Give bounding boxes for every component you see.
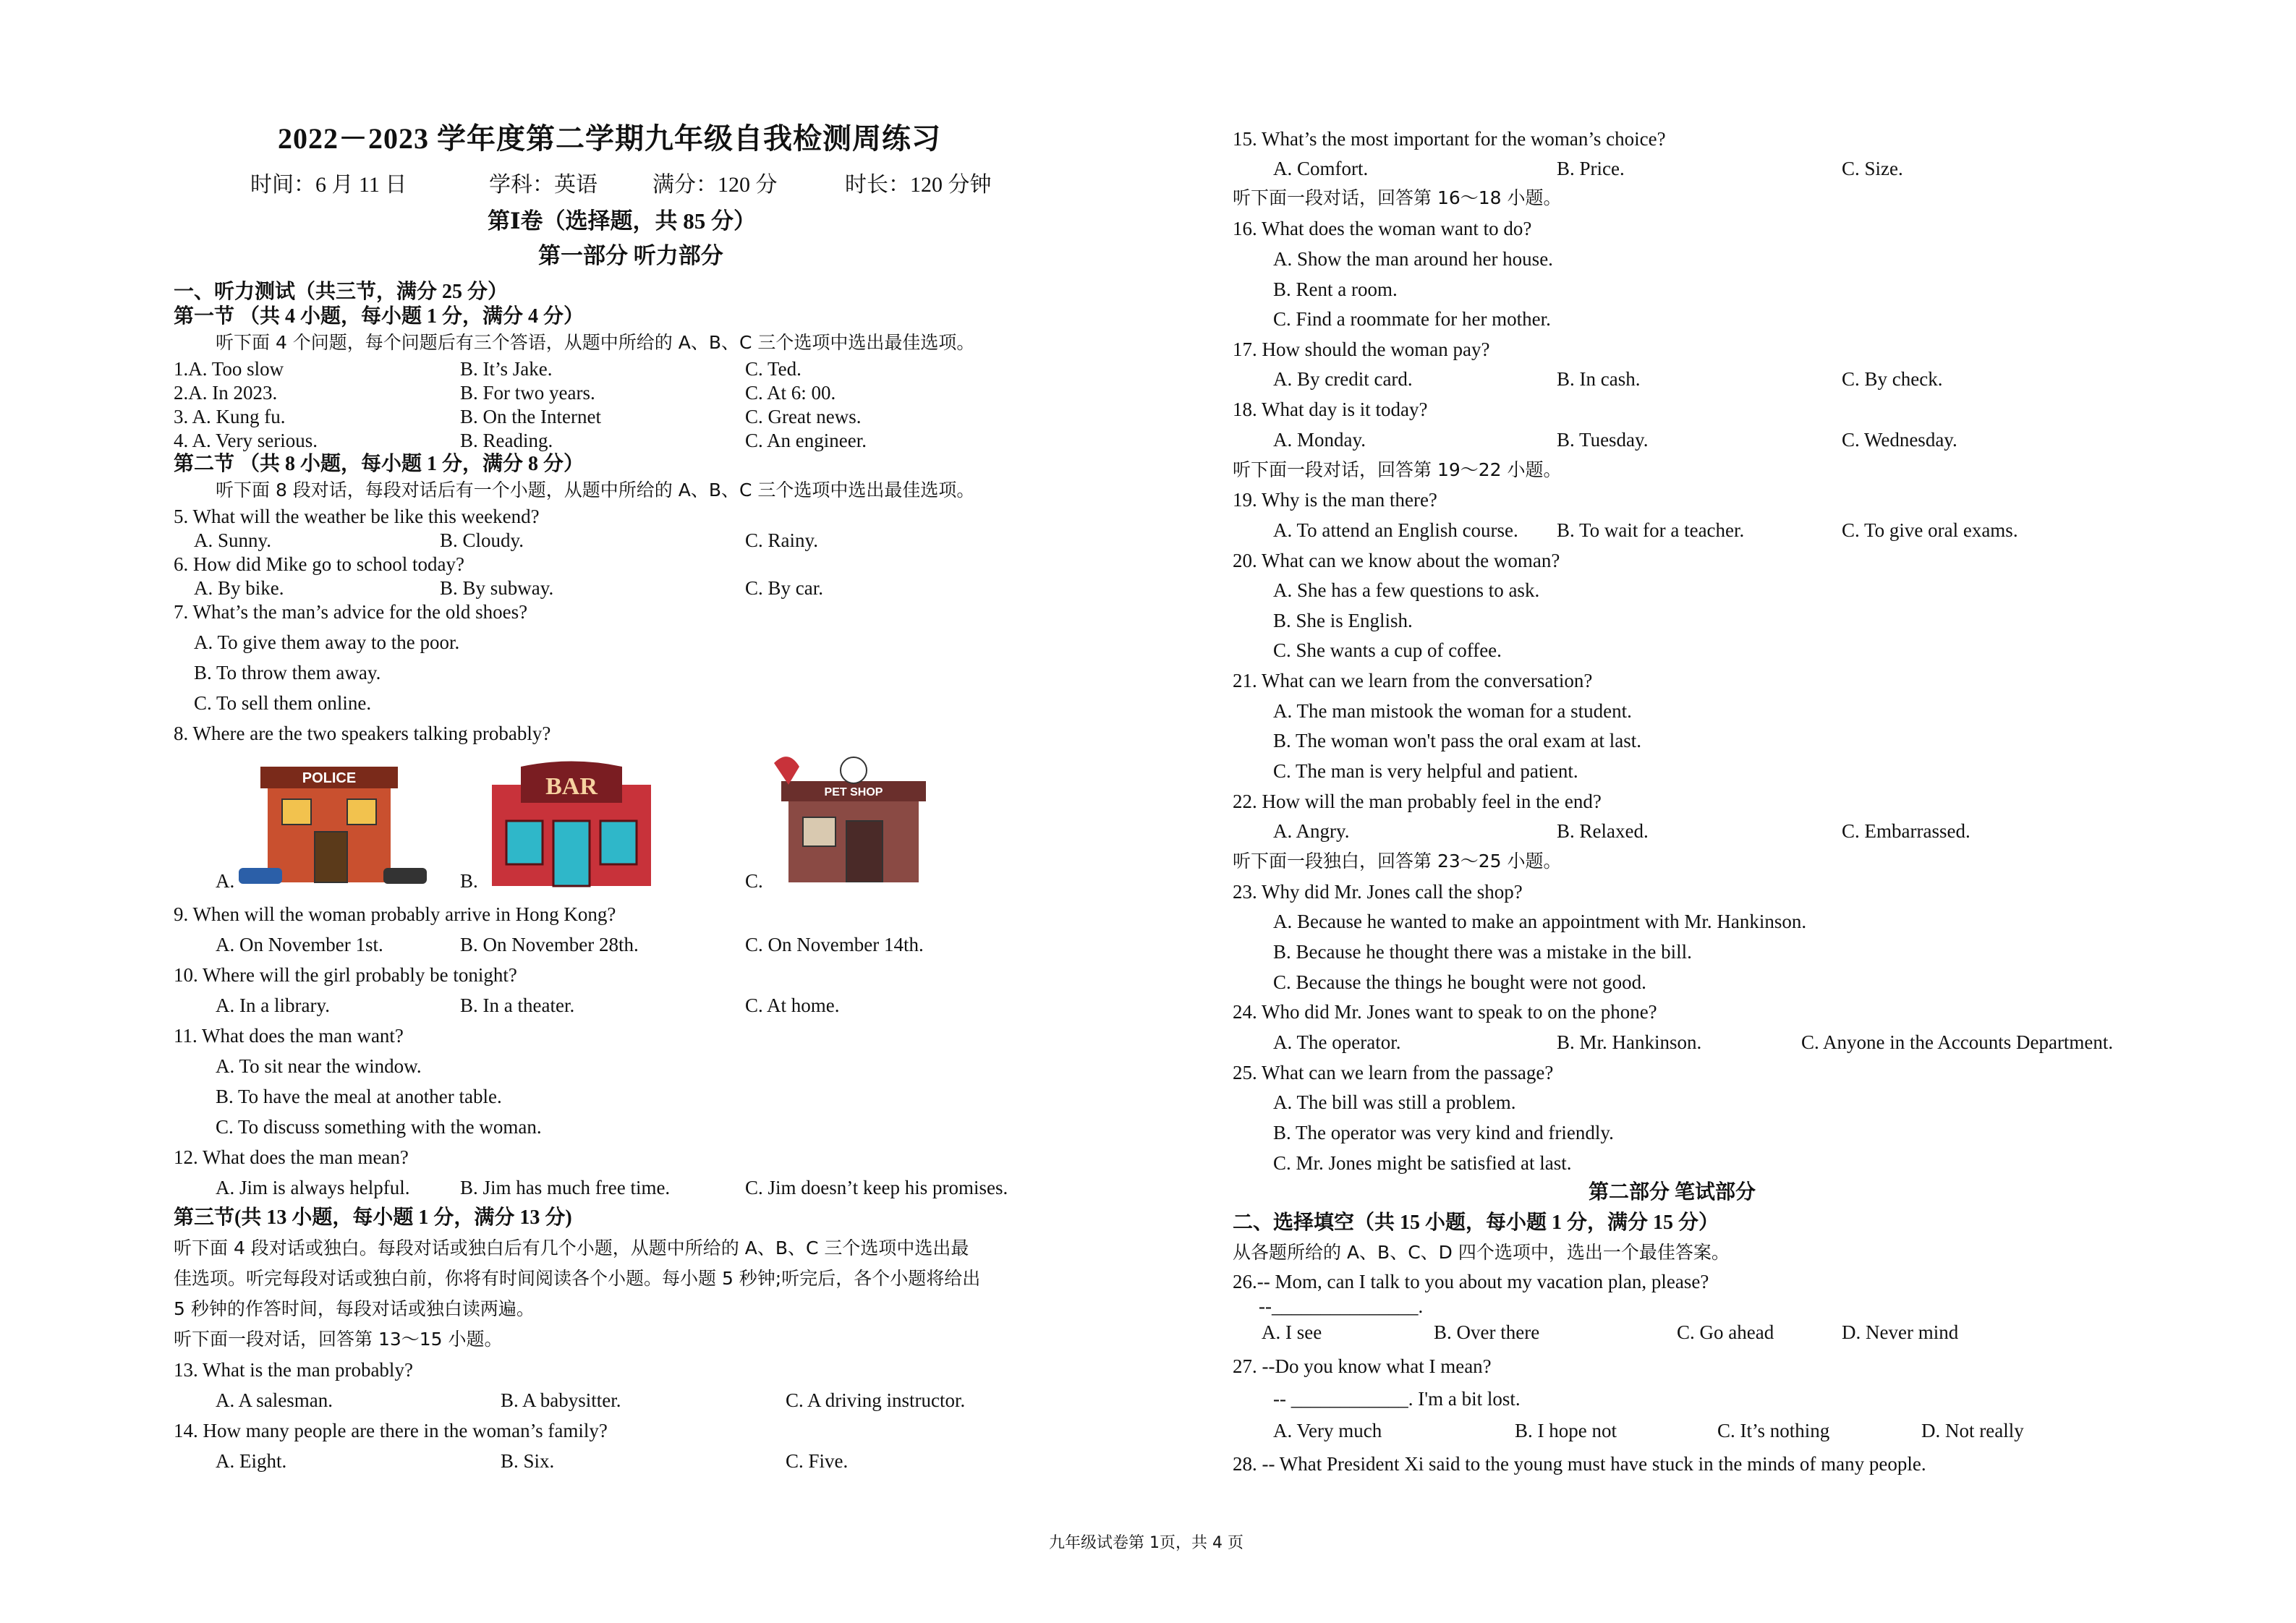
q2-option-a: 2.A. In 2023. bbox=[174, 382, 278, 404]
q9-option-a: A. On November 1st. bbox=[216, 934, 383, 955]
q4-option-b: B. Reading. bbox=[460, 430, 553, 451]
q17-option-a: A. By credit card. bbox=[1273, 368, 1413, 390]
q18-option-b: B. Tuesday. bbox=[1557, 429, 1649, 451]
pet-shop-image bbox=[760, 752, 948, 882]
q20-option-a: A. She has a few questions to ask. bbox=[1273, 579, 1540, 601]
q7-option-a: A. To give them away to the poor. bbox=[194, 631, 460, 653]
q13-option-a: A. A salesman. bbox=[216, 1389, 333, 1411]
q15-option-a: A. Comfort. bbox=[1273, 158, 1369, 179]
q8-option-c: C. bbox=[745, 870, 763, 892]
q3-option-a: 3. A. Kung fu. bbox=[174, 406, 286, 427]
q12-question: 12. What does the man mean? bbox=[174, 1146, 409, 1168]
q16-option-a: A. Show the man around her house. bbox=[1273, 248, 1553, 270]
q9-option-b: B. On November 28th. bbox=[460, 934, 639, 955]
q11-option-c: C. To discuss something with the woman. bbox=[216, 1116, 542, 1138]
q6-option-b: B. By subway. bbox=[440, 577, 554, 599]
q5-option-a: A. Sunny. bbox=[194, 529, 272, 551]
q6-question: 6. How did Mike go to school today? bbox=[174, 553, 464, 575]
q12-option-a: A. Jim is always helpful. bbox=[216, 1177, 410, 1198]
q27-option-a: A. Very much bbox=[1273, 1420, 1382, 1441]
q22-question: 22. How will the man probably feel in the end? bbox=[1233, 791, 1602, 812]
q14-option-a: A. Eight. bbox=[216, 1450, 287, 1472]
q6-option-a: A. By bike. bbox=[194, 577, 284, 599]
q7-question: 7. What’s the man’s advice for the old shoes? bbox=[174, 601, 528, 623]
q26-question: 26.-- Mom, can I talk to you about my vacation plan, please? bbox=[1233, 1271, 1709, 1292]
q16-option-b: B. Rent a room. bbox=[1273, 278, 1398, 300]
q19-option-a: A. To attend an English course. bbox=[1273, 519, 1518, 541]
q20-option-b: B. She is English. bbox=[1273, 610, 1413, 631]
q23-option-b: B. Because he thought there was a mistake in the bill. bbox=[1273, 941, 1692, 963]
q27-question: 27. --Do you know what I mean? bbox=[1233, 1355, 1492, 1377]
dialogue3-intro: 听下面一段对话，回答第 19～22 小题。 bbox=[1233, 459, 1562, 480]
q18-option-a: A. Monday. bbox=[1273, 429, 1366, 451]
q20-question: 20. What can we know about the woman? bbox=[1233, 550, 1560, 571]
q15-option-c: C. Size. bbox=[1842, 158, 1903, 179]
q21-question: 21. What can we learn from the conversation? bbox=[1233, 670, 1593, 691]
page-title: 2022－2023 学年度第二学期九年级自我检测周练习 bbox=[278, 122, 941, 155]
q25-option-c: C. Mr. Jones might be satisfied at last. bbox=[1273, 1152, 1572, 1174]
q7-option-b: B. To throw them away. bbox=[194, 662, 381, 683]
q13-option-b: B. A babysitter. bbox=[501, 1389, 621, 1411]
q2-option-c: C. At 6: 00. bbox=[745, 382, 836, 404]
q11-option-b: B. To have the meal at another table. bbox=[216, 1086, 502, 1107]
q24-option-c: C. Anyone in the Accounts Department. bbox=[1801, 1031, 2114, 1053]
section-two-heading: 二、选择填空（共 15 小题，每小题 1 分，满分 15 分） bbox=[1233, 1211, 1719, 1234]
q19-option-b: B. To wait for a teacher. bbox=[1557, 519, 1745, 541]
dialogue2-intro: 听下面一段对话，回答第 16～18 小题。 bbox=[1233, 187, 1562, 208]
section3-instructions-line2: 佳选项。听完每段对话或独白前，你将有时间阅读各个小题。每小题 5 秒钟;听完后，各个小题将给出 bbox=[174, 1268, 981, 1289]
q23-option-a: A. Because he wanted to make an appointment with Mr. Hankinson. bbox=[1273, 911, 1807, 932]
q1-option-b: B. It’s Jake. bbox=[460, 358, 553, 380]
q10-question: 10. Where will the girl probably be tonight? bbox=[174, 964, 517, 986]
q12-option-c: C. Jim doesn’t keep his promises. bbox=[745, 1177, 1008, 1198]
section3-heading: 第三节(共 13 小题，每小题 1 分，满分 13 分) bbox=[174, 1206, 572, 1229]
bar-sign-text: BAR bbox=[545, 773, 598, 800]
q25-option-a: A. The bill was still a problem. bbox=[1273, 1091, 1516, 1113]
monologue-intro: 听下面一段独白，回答第 23～25 小题。 bbox=[1233, 851, 1562, 872]
q25-option-b: B. The operator was very kind and friendly. bbox=[1273, 1122, 1614, 1143]
q27-option-c: C. It’s nothing bbox=[1717, 1420, 1830, 1441]
section3-instructions-line3: 5 秒钟的作答时间，每段对话或独白读两遍。 bbox=[174, 1298, 535, 1319]
q4-option-a: 4. A. Very serious. bbox=[174, 430, 318, 451]
police-station-image bbox=[239, 759, 427, 890]
q1-option-c: C. Ted. bbox=[745, 358, 802, 380]
section1-instructions: 听下面 4 个问题，每个问题后有三个答语，从题中所给的 A、B、C 三个选项中选出最佳选项。 bbox=[216, 332, 975, 353]
q18-option-c: C. Wednesday. bbox=[1842, 429, 1957, 451]
section2-heading: 第二节 （共 8 小题，每小题 1 分，满分 8 分） bbox=[174, 453, 584, 475]
section1-heading: 第一节 （共 4 小题，每小题 1 分，满分 4 分） bbox=[174, 305, 584, 328]
q22-option-b: B. Relaxed. bbox=[1557, 820, 1649, 842]
q14-question: 14. How many people are there in the woman’s family? bbox=[174, 1420, 608, 1441]
q27-response-blank: -- ____________. I'm a bit lost. bbox=[1273, 1388, 1521, 1410]
q26-option-b: B. Over there bbox=[1434, 1321, 1540, 1343]
q19-option-c: C. To give oral exams. bbox=[1842, 519, 2018, 541]
page-footer: 九年级试卷第 1页，共 4 页 bbox=[1049, 1534, 1243, 1552]
q26-option-c: C. Go ahead bbox=[1677, 1321, 1774, 1343]
q17-question: 17. How should the woman pay? bbox=[1233, 338, 1490, 360]
q2-option-b: B. For two years. bbox=[460, 382, 595, 404]
exam-full-score: 满分：120 分 bbox=[652, 173, 778, 197]
q24-question: 24. Who did Mr. Jones want to speak to on the phone? bbox=[1233, 1001, 1657, 1023]
q10-option-a: A. In a library. bbox=[216, 994, 330, 1016]
q15-option-b: B. Price. bbox=[1557, 158, 1625, 179]
police-sign-text: POLICE bbox=[302, 770, 357, 786]
q1-option-a: 1.A. Too slow bbox=[174, 358, 284, 380]
q13-option-c: C. A driving instructor. bbox=[786, 1389, 966, 1411]
section-two-instructions: 从各题所给的 A、B、C、D 四个选项中，选出一个最佳答案。 bbox=[1233, 1242, 1730, 1263]
q3-option-c: C. Great news. bbox=[745, 406, 862, 427]
exam-date: 时间：6 月 11 日 bbox=[250, 173, 407, 197]
q11-option-a: A. To sit near the window. bbox=[216, 1055, 422, 1077]
exam-subject: 学科：英语 bbox=[489, 173, 598, 197]
q9-question: 9. When will the woman probably arrive in Hong Kong? bbox=[174, 903, 616, 925]
pet-shop-sign-text: PET SHOP bbox=[824, 786, 883, 798]
q17-option-b: B. In cash. bbox=[1557, 368, 1641, 390]
q26-response-blank: --_______________. bbox=[1259, 1295, 1424, 1317]
q3-option-b: B. On the Internet bbox=[460, 406, 601, 427]
q24-option-a: A. The operator. bbox=[1273, 1031, 1401, 1053]
q21-option-a: A. The man mistook the woman for a student. bbox=[1273, 700, 1632, 722]
part2-heading: 第二部分 笔试部分 bbox=[1589, 1181, 1756, 1204]
q8-option-a: A. bbox=[216, 870, 235, 892]
q27-option-b: B. I hope not bbox=[1515, 1420, 1617, 1441]
q21-option-c: C. The man is very helpful and patient. bbox=[1273, 760, 1578, 782]
q7-option-c: C. To sell them online. bbox=[194, 692, 372, 714]
q25-question: 25. What can we learn from the passage? bbox=[1233, 1062, 1554, 1083]
q23-question: 23. Why did Mr. Jones call the shop? bbox=[1233, 881, 1523, 903]
q19-question: 19. Why is the man there? bbox=[1233, 489, 1437, 511]
q8-option-b: B. bbox=[460, 870, 478, 892]
q12-option-b: B. Jim has much free time. bbox=[460, 1177, 671, 1198]
q4-option-c: C. An engineer. bbox=[745, 430, 867, 451]
q26-option-d: D. Never mind bbox=[1842, 1321, 1959, 1343]
q18-question: 18. What day is it today? bbox=[1233, 399, 1428, 420]
bar-image bbox=[477, 759, 666, 890]
q5-question: 5. What will the weather be like this weekend? bbox=[174, 506, 540, 527]
q14-option-c: C. Five. bbox=[786, 1450, 849, 1472]
q22-option-a: A. Angry. bbox=[1273, 820, 1350, 842]
q6-option-c: C. By car. bbox=[745, 577, 823, 599]
q11-question: 11. What does the man want? bbox=[174, 1025, 404, 1047]
listening-heading: 一、听力测试（共三节，满分 25 分） bbox=[174, 281, 509, 303]
q21-option-b: B. The woman won't pass the oral exam at last. bbox=[1273, 730, 1642, 751]
q5-option-c: C. Rainy. bbox=[745, 529, 818, 551]
q16-option-c: C. Find a roommate for her mother. bbox=[1273, 308, 1551, 330]
q22-option-c: C. Embarrassed. bbox=[1842, 820, 1970, 842]
part1-heading: 第一部分 听力部分 bbox=[538, 243, 723, 268]
q23-option-c: C. Because the things he bought were not good. bbox=[1273, 971, 1646, 993]
q10-option-b: B. In a theater. bbox=[460, 994, 575, 1016]
q5-option-b: B. Cloudy. bbox=[440, 529, 524, 551]
q20-option-c: C. She wants a cup of coffee. bbox=[1273, 639, 1502, 661]
q16-question: 16. What does the woman want to do? bbox=[1233, 218, 1532, 239]
q17-option-c: C. By check. bbox=[1842, 368, 1943, 390]
q13-question: 13. What is the man probably? bbox=[174, 1359, 413, 1381]
exam-duration: 时长：120 分钟 bbox=[845, 173, 992, 197]
q26-option-a: A. I see bbox=[1262, 1321, 1322, 1343]
q28-question: 28. -- What President Xi said to the young must have stuck in the minds of many people. bbox=[1233, 1453, 1926, 1475]
volume-heading: 第Ⅰ卷（选择题，共 85 分） bbox=[488, 208, 756, 234]
section2-instructions: 听下面 8 段对话，每段对话后有一个小题，从题中所给的 A、B、C 三个选项中选出最佳选项。 bbox=[216, 480, 975, 500]
q14-option-b: B. Six. bbox=[501, 1450, 555, 1472]
q27-option-d: D. Not really bbox=[1921, 1420, 2024, 1441]
q24-option-b: B. Mr. Hankinson. bbox=[1557, 1031, 1702, 1053]
dialogue1-intro: 听下面一段对话，回答第 13～15 小题。 bbox=[174, 1329, 503, 1350]
q9-option-c: C. On November 14th. bbox=[745, 934, 924, 955]
q15-question: 15. What’s the most important for the woman’s choice? bbox=[1233, 128, 1666, 150]
q8-question: 8. Where are the two speakers talking probably? bbox=[174, 723, 551, 744]
section3-instructions-line1: 听下面 4 段对话或独白。每段对话或独白后有几个小题，从题中所给的 A、B、C 三个选项中选出最 bbox=[174, 1238, 969, 1258]
q10-option-c: C. At home. bbox=[745, 994, 840, 1016]
